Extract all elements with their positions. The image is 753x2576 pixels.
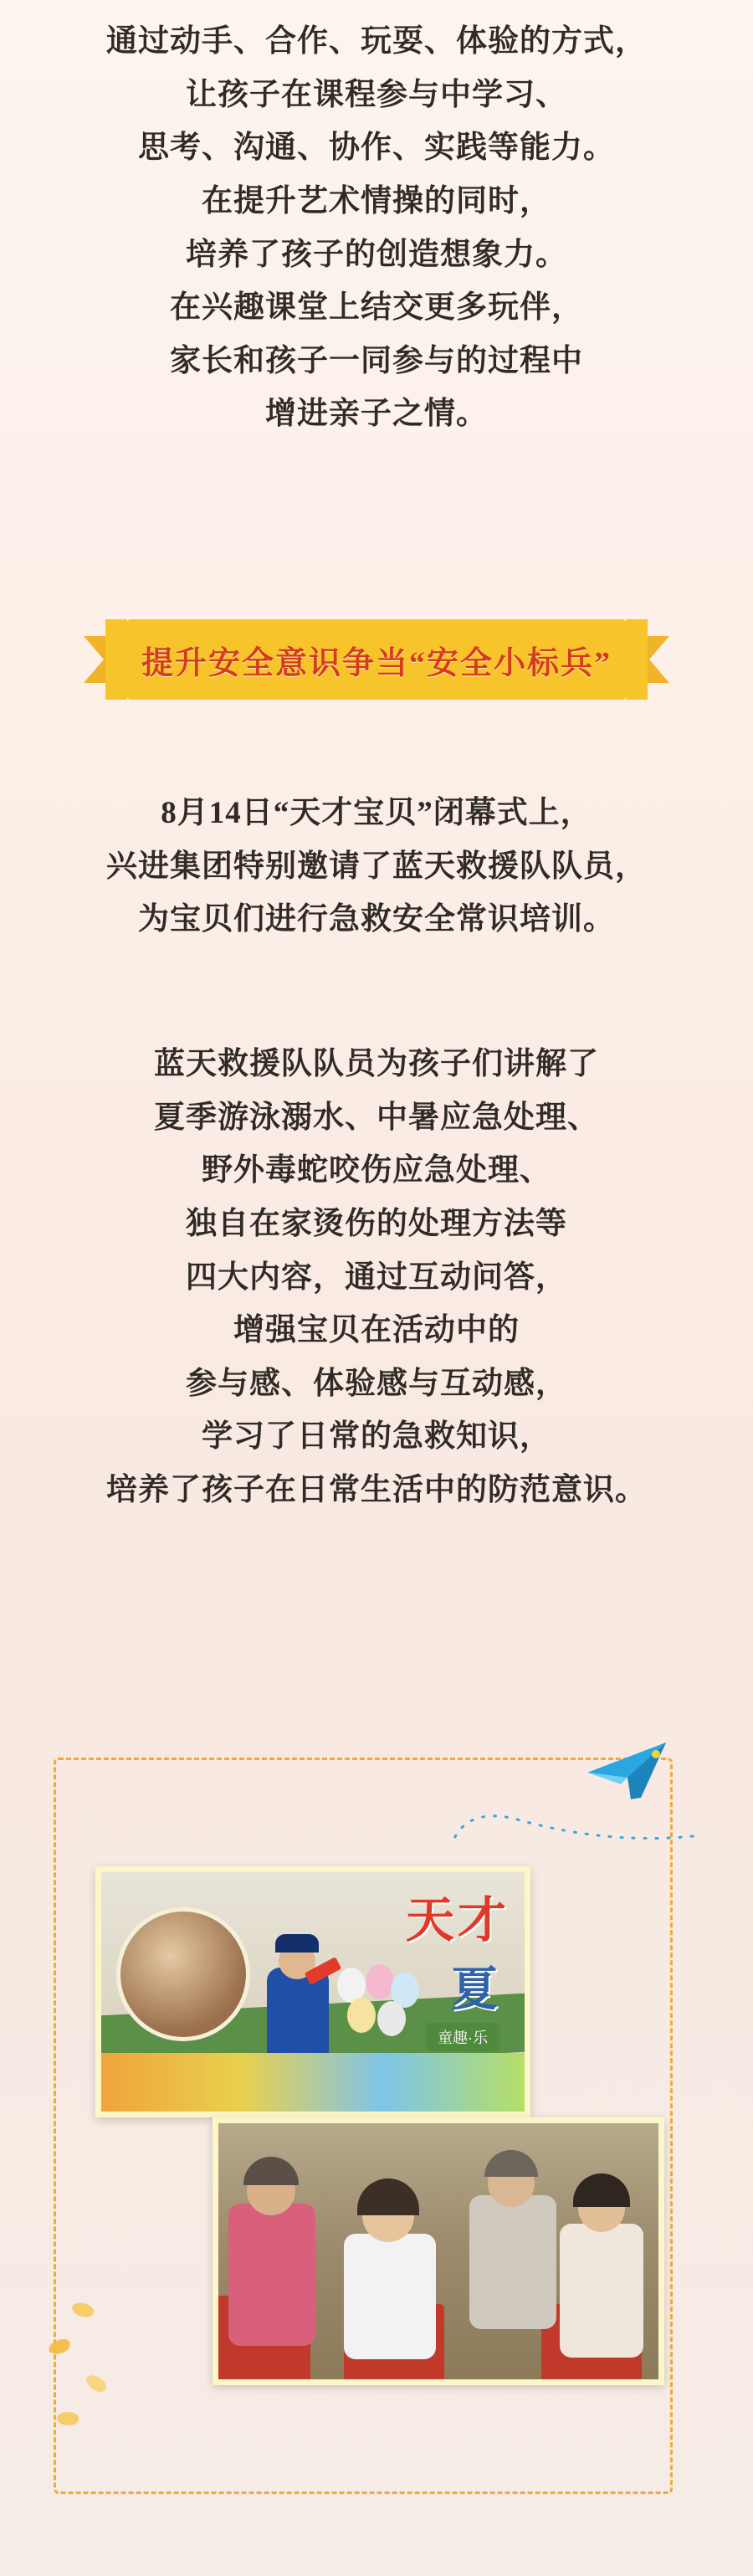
intro-line: 培养了孩子的创造想象力。 [186, 237, 567, 272]
ribbon-notch-left-icon [105, 619, 127, 700]
adult-figure-icon [469, 2195, 556, 2329]
section-banner [0, 619, 753, 753]
ribbon-body [127, 619, 626, 700]
photo1-subtitle-text: 夏 [451, 1963, 501, 2015]
section-two-line: 夏季游泳溺水、中暑应急处理、 [154, 1100, 599, 1135]
adult-figure-icon [228, 2204, 315, 2346]
section-two-line: 参与感、体验感与互动感， [186, 1366, 567, 1401]
ribbon-notch-right-icon [626, 619, 648, 700]
section-one-line: 为宝贝们进行急救安全常识培训。 [138, 902, 615, 937]
photo-rescue-team [95, 1866, 530, 2117]
photo1-title-text: 天才 [405, 1893, 510, 1947]
photo-audience-image [218, 2123, 658, 2379]
intro-line: 通过动手、合作、玩耍、体验的方式， [106, 24, 647, 59]
balloons-icon [332, 1964, 424, 2056]
photo-collage [54, 1732, 699, 2519]
section-two-line: 增强宝贝在活动中的 [233, 1313, 520, 1348]
photo-circle-decor-icon [116, 1907, 250, 2041]
section-one-line: 8月14日“天才宝贝”闭幕式上， [161, 796, 592, 830]
intro-paragraph [0, 15, 753, 441]
section-two-line: 四大内容，通过互动问答， [186, 1260, 567, 1295]
intro-line: 家长和孩子一同参与的过程中 [170, 343, 583, 378]
section-two-line: 培养了孩子在日常生活中的防范意识。 [106, 1473, 647, 1507]
section-two-line: 独自在家烫伤的处理方法等 [186, 1206, 567, 1241]
paper-plane-icon [579, 1732, 679, 1808]
section-two-line: 蓝天救援队队员为孩子们讲解了 [154, 1047, 599, 1081]
intro-line: 增进亲子之情。 [265, 397, 488, 432]
photo-audience [213, 2117, 664, 2385]
photo-rescue-team-image [101, 1872, 525, 2112]
intro-line: 在兴趣课堂上结交更多玩伴， [170, 290, 583, 326]
child-figure-icon [344, 2234, 436, 2359]
section-one-line: 兴进集团特别邀请了蓝天救援队队员， [106, 849, 647, 884]
section-two-paragraph [0, 1038, 753, 1517]
section-one-paragraph [0, 787, 753, 947]
intro-line: 思考、沟通、协作、实践等能力。 [138, 131, 615, 166]
section-two-line: 学习了日常的急救知识， [202, 1419, 551, 1455]
photo1-tag-text: 童趣·乐 [426, 2023, 499, 2051]
ribbon [84, 619, 669, 700]
child-figure-icon [560, 2224, 643, 2358]
intro-line: 在提升艺术情操的同时， [202, 183, 551, 218]
section-two-line: 野外毒蛇咬伤应急处理、 [202, 1153, 551, 1188]
intro-line: 让孩子在课程参与中学习、 [186, 77, 567, 112]
banner-title: 提升安全意识争当“安全小标兵” [141, 645, 612, 681]
